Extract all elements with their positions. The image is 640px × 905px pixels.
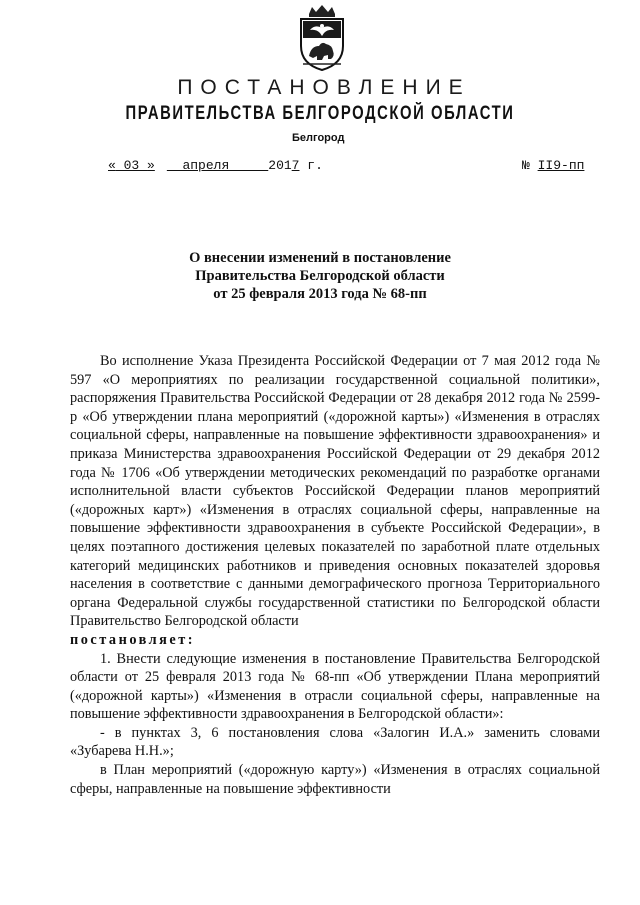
date-month: апреля <box>166 158 269 173</box>
city-label: Белгород <box>292 132 345 144</box>
document-subject <box>0 249 640 303</box>
date-year-digit: 7 <box>291 158 300 173</box>
date-open-quote: « <box>108 158 116 173</box>
document-body <box>70 352 600 798</box>
decree-word <box>70 631 600 650</box>
coat-of-arms-icon <box>295 4 349 72</box>
document-number <box>522 158 584 173</box>
clause-1-item-1: - в пунктах 3, 6 постановления слова «Залогин И.А.» заменить словами «Зубарева Н.Н.»; <box>70 724 600 760</box>
date-day: 03 <box>115 158 148 173</box>
date-year-suffix: г. <box>299 158 323 173</box>
issuer-title: ПРАВИТЕЛЬСТВА БЕЛГОРОДСКОЙ ОБЛАСТИ <box>125 103 515 124</box>
number-label: № <box>522 158 538 173</box>
subject-line-1: О внесении изменений в постановление <box>189 250 451 266</box>
clause-1-item-2: в План мероприятий («дорожную карту») «Изменения в отраслях социальной сферы, направленные на повышение эффективности <box>70 762 600 797</box>
document-type-title: ПОСТАНОВЛЕНИЕ <box>177 76 471 99</box>
decree-word-text: постановляет: <box>70 631 196 648</box>
number-value: II9-пп <box>537 158 585 173</box>
preamble-paragraph: Во исполнение Указа Президента Российской Федерации от 7 мая 2012 года № 597 «О мероприятиях по реализации государственной социальной политики», распоряжения Правительства Российской Федерации от 28 декабря 2012 года № 2599-р «Об утверждении плана мероприятий («дорожной карты») «Изменения в отраслях социальной сферы, направленные на повышение эффективности здравоохранения» и приказа Министерства здравоохранения Российской Федерации от 29 декабря 2012 года № 1706 «Об утверждении методических рекомендаций по разработке органами исполнительной власти субъектов Российской Федерации планов мероприятий («дорожных карт») «Изменения в отраслях социальной сферы, направленные на повышение эффективности здравоохранения в субъекте Российской Федерации», в целях поэтапного достижения целевых показателей по заработной плате отдельных категорий медицинских работников и приведения основных показателей здоровья населения в соответствие с данными демографического прогноза Территориального органа Федеральной службы государственной статистики по Белгородской области Правительство Белгородской области <box>70 353 600 630</box>
document-date <box>108 158 323 173</box>
subject-line-3: от 25 февраля 2013 года № 68-пп <box>213 286 427 302</box>
date-close-quote: » <box>147 158 155 173</box>
date-year-prefix: 201 <box>268 158 292 173</box>
clause-1-paragraph: 1. Внести следующие изменения в постановление Правительства Белгородской области от 25 февраля 2013 года № 68-пп «Об утверждении Плана мероприятий («дорожной карты») «Изменения в отрасли социальной сферы, направленные на повышение эффективности здравоохранения в Белгородской области»: <box>70 650 600 723</box>
subject-line-2: Правительства Белгородской области <box>195 268 445 284</box>
